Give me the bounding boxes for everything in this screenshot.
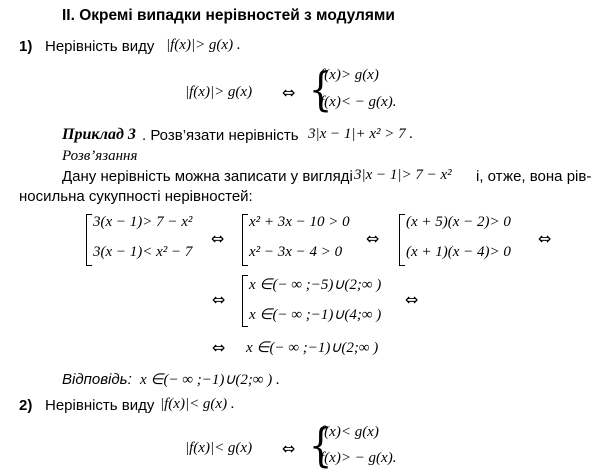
section-title: II. Окремі випадки нерівностей з модулями	[62, 7, 395, 24]
system-brace: {	[308, 418, 333, 472]
case2-number: 2)	[19, 397, 33, 414]
answer-value: x ∈(− ∞ ;−1)∪(2;∞ ) .	[140, 372, 280, 388]
set3-line1: (x + 5)(x − 2)> 0	[406, 214, 511, 230]
equivalence-arrow: ⇔	[212, 338, 226, 357]
paragraph-line1-end: і, отже, вона рів-	[476, 168, 592, 185]
set1-line2: 3(x − 1)< x² − 7	[93, 244, 193, 260]
paragraph-formula: 3|x − 1|> 7 − x²	[354, 167, 452, 183]
set4-line2: x ∈(− ∞ ;−1)∪(4;∞ )	[249, 307, 382, 323]
system-brace: {	[308, 62, 333, 116]
equivalence-arrow: ⇔	[212, 290, 226, 309]
paragraph-line1-start: Дану нерівність можна записати у вигляді	[62, 168, 353, 185]
set1-line1: 3(x − 1)> 7 − x²	[93, 214, 193, 230]
equivalence-arrow: ⇔	[366, 229, 380, 248]
answer-label: Відповідь:	[62, 371, 132, 388]
example-text: . Розв’язати нерівність	[142, 127, 299, 144]
final-result: x ∈(− ∞ ;−1)∪(2;∞ )	[246, 340, 379, 356]
equivalence-arrow: ⇔	[538, 229, 552, 248]
set-bracket	[399, 214, 405, 266]
paragraph-line2: носильна сукупності нерівностей:	[19, 188, 253, 205]
case1-formula: |f(x)|> g(x) .	[166, 37, 241, 53]
set-bracket	[242, 275, 248, 327]
case2-text: Нерівність виду	[45, 397, 155, 414]
case2-system-line1: f(x)< g(x)	[320, 424, 379, 440]
example-formula: 3|x − 1|+ x² > 7 .	[308, 126, 414, 142]
set4-line1: x ∈(− ∞ ;−5)∪(2;∞ )	[249, 277, 382, 293]
case2-formula: |f(x)|< g(x) .	[160, 396, 235, 412]
solution-label: Розв’язання	[62, 148, 138, 164]
equivalence-arrow: ⇔	[405, 290, 419, 309]
case1-equiv-lhs: |f(x)|> g(x)	[185, 84, 253, 100]
example-label: Приклад 3	[62, 126, 136, 143]
set-bracket	[86, 214, 92, 266]
case1-text: Нерівність виду	[45, 38, 155, 55]
equivalence-arrow: ⇔	[282, 83, 296, 102]
equivalence-arrow: ⇔	[211, 229, 225, 248]
set2-line2: x² − 3x − 4 > 0	[249, 244, 343, 260]
case2-system-line2: f(x)> − g(x).	[320, 450, 397, 466]
set2-line1: x² + 3x − 10 > 0	[249, 214, 350, 230]
equivalence-arrow: ⇔	[282, 439, 296, 458]
case2-equiv-lhs: |f(x)|< g(x)	[185, 440, 253, 456]
set3-line2: (x + 1)(x − 4)> 0	[406, 244, 511, 260]
case1-number: 1)	[19, 38, 33, 55]
set-bracket	[242, 214, 248, 266]
case1-system-line1: f(x)> g(x)	[320, 67, 379, 83]
case1-system-line2: f(x)< − g(x).	[320, 94, 397, 110]
